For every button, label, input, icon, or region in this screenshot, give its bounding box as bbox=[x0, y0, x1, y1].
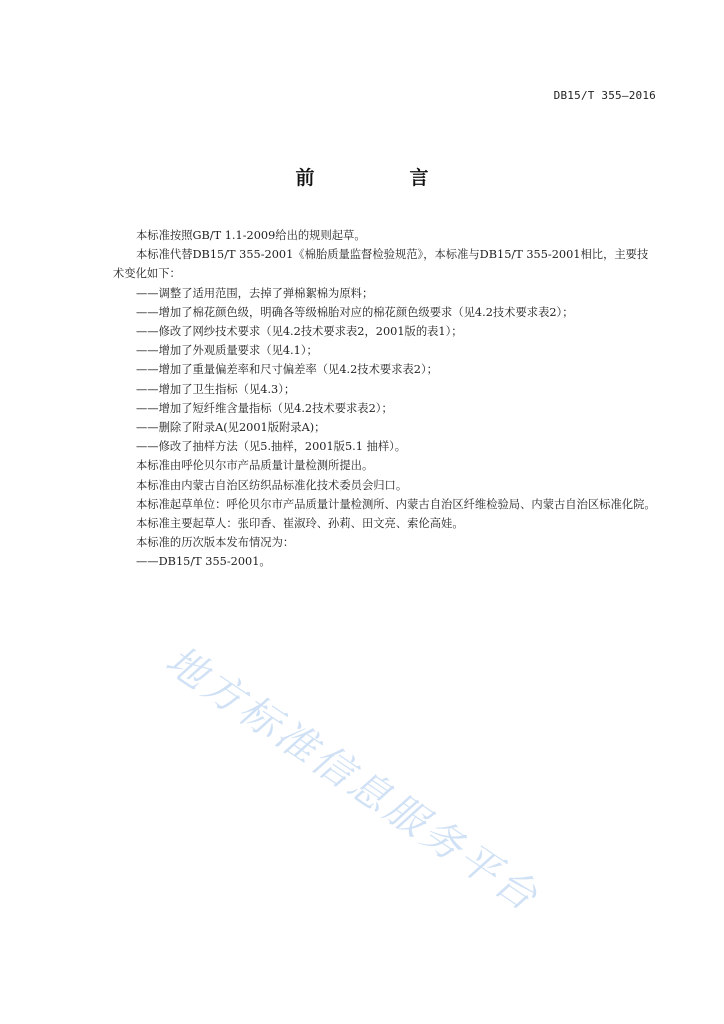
standard-id: DB15/T 355—2016 bbox=[553, 89, 656, 102]
watermark-text: 地方标准信息服务平台 bbox=[157, 637, 548, 922]
list-item-hygiene: ——增加了卫生指标（见4.3）； bbox=[136, 382, 296, 396]
paragraph-drafters: 本标准主要起草人：张印香、崔淑玲、孙莉、田文亮、索伦高娃。 bbox=[136, 517, 464, 531]
paragraph-drafting-rules: 本标准按照GB/T 1.1-2009给出的规则起草。 bbox=[136, 229, 366, 242]
page-title: 前 言 bbox=[295, 167, 467, 189]
foreword-body bbox=[113, 226, 658, 572]
paragraph-replacement: 本标准代替DB15/T 355-2001《棉胎质量监督检验规范》，本标准与DB15/T 355-2001相比，主要技术变化如下： bbox=[113, 248, 649, 281]
paragraph-committee: 本标准由内蒙古自治区纺织品标准化技术委员会归口。 bbox=[136, 478, 408, 492]
list-item-scope: ——调整了适用范围，去掉了弹棉絮棉为原料； bbox=[136, 286, 374, 300]
list-item-color-grade: ——增加了棉花颜色级，明确各等级棉胎对应的棉花颜色级要求（见4.2技术要求表2）； bbox=[136, 305, 574, 319]
list-item-previous-version: ——DB15/T 355-2001。 bbox=[136, 555, 271, 569]
list-item-mesh: ——修改了网纱技术要求（见4.2技术要求表2，2001版的表1）； bbox=[136, 325, 463, 339]
list-item-appearance: ——增加了外观质量要求（见4.1）； bbox=[136, 344, 318, 358]
list-item-appendix: ——删除了附录A(见2001版附录A)； bbox=[136, 421, 326, 435]
list-item-sampling: ——修改了抽样方法（见5.抽样，2001版5.1 抽样）。 bbox=[136, 440, 407, 454]
paragraph-proposer: 本标准由呼伦贝尔市产品质量计量检测所提出。 bbox=[136, 459, 374, 473]
list-item-deviation: ——增加了重量偏差率和尺寸偏差率（见4.2技术要求表2）； bbox=[136, 363, 438, 377]
paragraph-history: 本标准的历次版本发布情况为： bbox=[136, 536, 295, 550]
list-item-short-fiber: ——增加了短纤维含量指标（见4.2技术要求表2）； bbox=[136, 401, 393, 415]
paragraph-drafting-units: 本标准起草单位：呼伦贝尔市产品质量计量检测所、内蒙古自治区纤维检验局、内蒙古自治区标准化院。 bbox=[136, 497, 656, 511]
